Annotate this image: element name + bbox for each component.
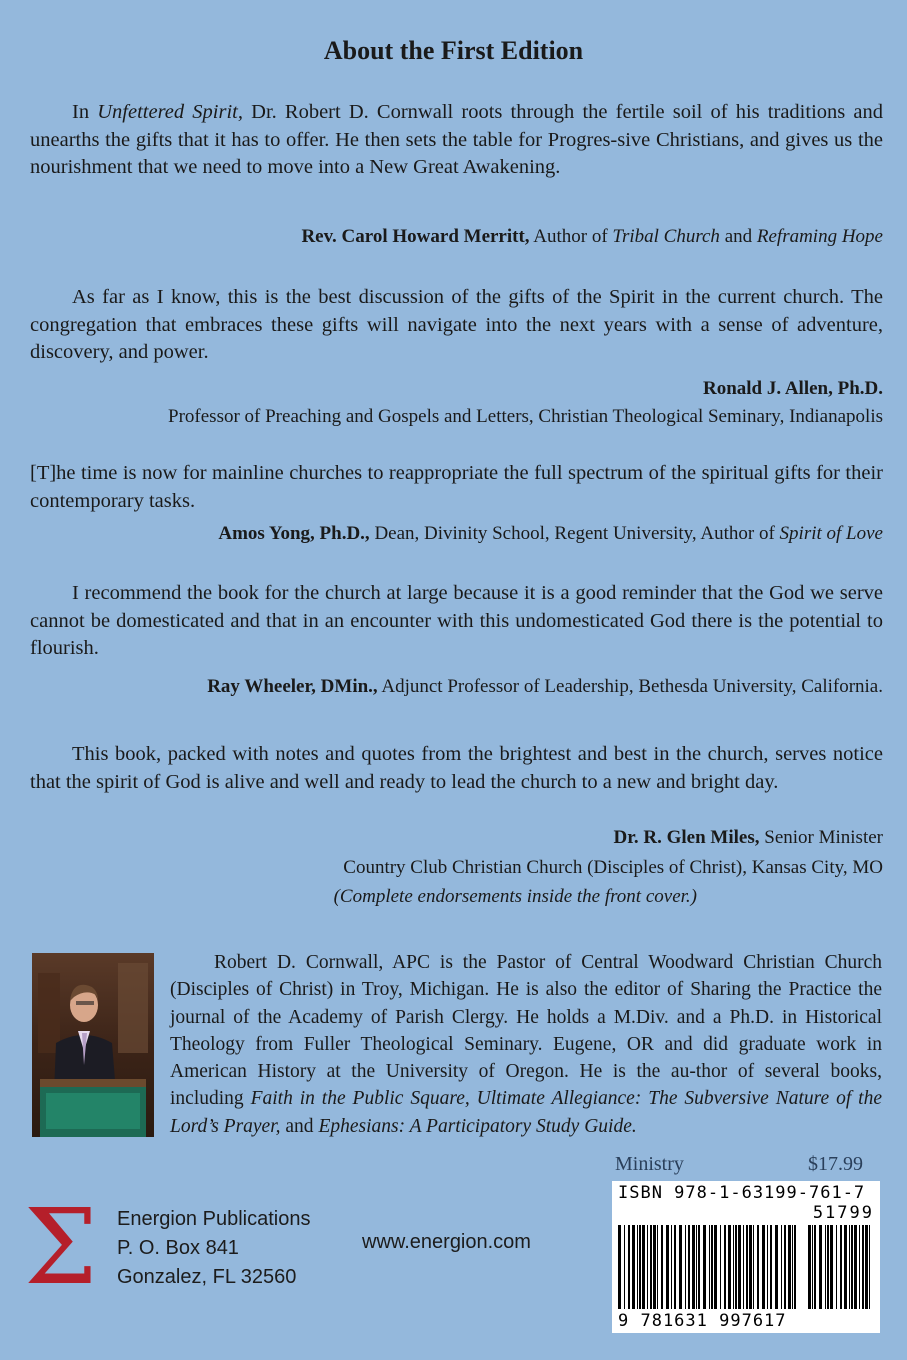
endorsement-2-name [23,375,883,402]
endorsement-1-title: Unfettered Spirit, [97,101,243,123]
price-addon-code: 51799 [812,1203,874,1223]
endorsement-4-text: I recommend the book for the church at large because it is a good reminder that the God we serve cannot be domesticated and that in an encounter with this undomesticated God there is the potential to flourish. [30,582,883,659]
endorsement-5-church: Country Club Christian Church (Disciples of Christ), Kansas City, MO [343,857,883,878]
addon-bars-icon [808,1225,874,1309]
endorsement-1-body: Dr. Robert D. Cornwall roots through the fertile soil of his traditions and unearths the gifts that it has to offer. He then sets the table for Progres-sive Christians, and gives us the nourishment that we need to move into a New Great Awakening. [30,101,883,178]
book-title: Tribal Church [612,226,720,247]
author-photo [32,953,154,1137]
publisher-website: www.energion.com [362,1231,531,1253]
publisher-name: Energion Publications [117,1208,311,1230]
sigma-logo-icon: Σ [24,1186,98,1308]
endorsement-1-text [30,99,883,182]
book-category: Ministry [615,1153,684,1175]
endorsement-1-pre: In [72,101,98,123]
book-title: Spirit of Love [779,523,883,544]
ean-number: 9 781631 997617 [618,1311,787,1331]
endorsements-note [0,883,697,910]
endorser-role: Senior Minister [759,827,883,848]
endorser-name: Rev. Carol Howard Merritt, [301,226,530,247]
endorser-name: Amos Yong, Ph.D., [218,523,370,544]
endorsement-1-attribution [23,223,883,250]
endorser-name: Ray Wheeler, DMin., [207,676,378,697]
conjunction: and [719,226,757,247]
book-price: $17.99 [808,1153,863,1175]
author-bio [170,949,882,1140]
conjunction: and [280,1115,319,1137]
isbn-text: ISBN 978-1-63199-761-7 [618,1183,866,1203]
publisher-address-line1: P. O. Box 841 [117,1237,239,1259]
endorsement-5-attribution [23,824,883,851]
endorsement-3-text: [T]he time is now for mainline churches to reappropriate the full spectrum of the spiritual gifts for their contemporary tasks. [30,462,883,512]
endorser-role: Adjunct Professor of Leadership, Bethesda University, California. [377,676,883,697]
endorser-name: Dr. R. Glen Miles, [613,827,760,848]
endorsement-2-role: Professor of Preaching and Gospels and Letters, Christian Theological Seminary, Indianapolis [168,406,883,427]
book-title: Faith in the Public Square, Ultimate Allegiance: The Subversive Nature of the Lord’s Prayer, [170,1088,882,1137]
endorsement-5-text: This book, packed with notes and quotes from the brightest and best in the church, serves notice that the spirit of God is alive and well and ready to lead the church to a new and bright day. [30,743,883,793]
bio-text: Robert D. Cornwall, APC is the Pastor of Central Woodward Christian Church (Disciples of Christ) in Troy, Michigan. He is also the editor of Sharing the Practice the journal of the Academy of Parish Clergy. He holds a M.Div. and a Ph.D. in Historical Theology from Fuller Theological Seminary. Eugene, OR and did graduate work in American History at the University of Oregon. He is the au-thor of several books, including [170,952,882,1110]
endorser-name: Ronald J. Allen, Ph.D. [702,378,883,399]
ean-bars-icon [618,1225,800,1309]
endorsement-4-attribution [23,673,883,700]
endorsement-2-text: As far as I know, this is the best discussion of the gifts of the Spirit in the current church. The congregation that embraces these gifts will navigate into the next years with a sense of adventure, discovery, and power. [30,286,883,363]
isbn-barcode [612,1181,880,1333]
section-heading: About the First Edition [323,36,584,65]
endorsement-3-attribution [23,520,883,547]
endorser-role: Author of [529,226,613,247]
note-text: (Complete endorsements inside the front cover.) [333,886,697,907]
endorser-role: Dean, Divinity School, Regent University, Author of [369,523,780,544]
book-title: Reframing Hope [756,226,883,247]
book-title: Ephesians: A Participatory Study Guide. [318,1115,637,1137]
publisher-address-line2: Gonzalez, FL 32560 [117,1266,297,1288]
publisher-info [117,1205,310,1292]
